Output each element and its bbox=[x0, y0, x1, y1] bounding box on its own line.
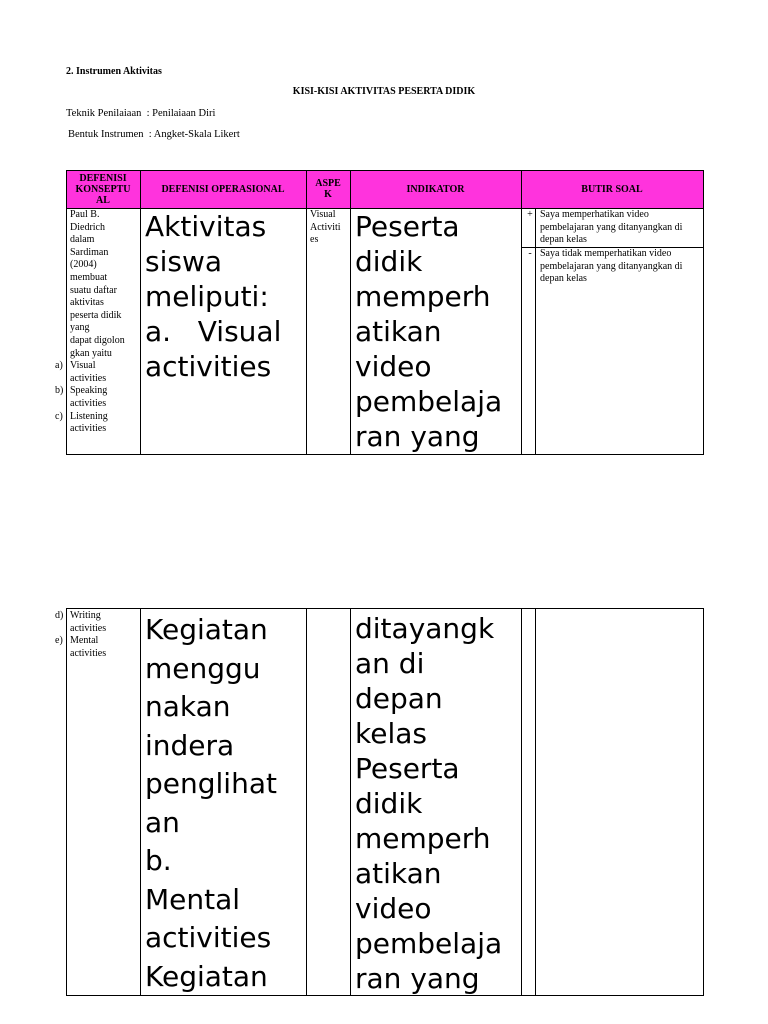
indikator-line: atikan bbox=[355, 315, 442, 348]
list-marker: c) bbox=[55, 410, 63, 422]
indikator-line: Peserta bbox=[355, 210, 460, 243]
teknik-value: : Penilaiaan Diri bbox=[146, 108, 216, 119]
list-item-line: Writing bbox=[70, 610, 101, 621]
konseptual-line: dalam bbox=[70, 234, 95, 246]
indikator-line: pembelaja bbox=[355, 385, 503, 418]
list-item-line: activities bbox=[70, 622, 107, 634]
list-item-line: Mental bbox=[70, 635, 99, 647]
butir-line: Saya memperhatikan video bbox=[540, 209, 649, 220]
list-marker: e) bbox=[55, 635, 63, 647]
operasional-line: b. bbox=[145, 844, 172, 877]
list-item-line: activities bbox=[70, 397, 107, 409]
indikator-line: memperh bbox=[355, 280, 491, 313]
list-marker: a) bbox=[55, 360, 63, 372]
indikator-line: didik bbox=[355, 245, 423, 278]
indikator-line: atikan bbox=[355, 857, 442, 890]
operasional-line: indera bbox=[145, 728, 235, 762]
operasional-line: meliputi: bbox=[145, 280, 269, 313]
konseptual-list-item bbox=[55, 410, 140, 436]
list-item-line: activities bbox=[70, 423, 107, 435]
document-title-text: KISI-KISI AKTIVITAS PESERTA DIDIK bbox=[292, 86, 476, 97]
bentuk-value: : Angket-Skala Likert bbox=[148, 129, 240, 140]
header-indikator: INDIKATOR bbox=[350, 170, 521, 208]
list-item-line: Speaking bbox=[70, 385, 108, 397]
teknik-label: Teknik Penilaiaan bbox=[66, 108, 142, 119]
konseptual-cell-page1 bbox=[55, 209, 140, 436]
butir-line: depan kelas bbox=[540, 273, 587, 285]
header-butir-soal: BUTIR SOAL bbox=[521, 170, 703, 208]
operasional-line: Aktivitas bbox=[145, 210, 267, 243]
header-aspek: ASPE K bbox=[306, 170, 350, 208]
konseptual-line: Paul B. bbox=[70, 209, 100, 220]
konseptual-line: suatu daftar bbox=[70, 284, 117, 296]
header-defenisi-operasional: DEFENISI OPERASIONAL bbox=[140, 170, 306, 208]
teknik-penilaian bbox=[66, 108, 215, 119]
aspek-line: Activiti bbox=[310, 221, 341, 233]
section-title: 2. Instrumen Aktivitas bbox=[66, 66, 162, 77]
operasional-line: a. Visual bbox=[145, 315, 282, 348]
aspek-line: es bbox=[310, 234, 319, 246]
document-title bbox=[0, 86, 768, 97]
operasional-line: siswa bbox=[145, 245, 223, 278]
indikator-line: video bbox=[355, 350, 432, 383]
indikator-line: ran yang bbox=[355, 420, 480, 453]
operasional-line: Mental bbox=[145, 882, 241, 916]
list-item-line: Visual bbox=[70, 360, 96, 372]
konseptual-list-item bbox=[55, 610, 140, 635]
operasional-line: Kegiatan bbox=[145, 613, 268, 646]
indikator-line: ditayangk bbox=[355, 612, 495, 645]
butir-line: Saya tidak memperhatikan video bbox=[540, 248, 672, 259]
operasional-line: activities bbox=[145, 350, 272, 383]
list-item-line: activities bbox=[70, 647, 107, 659]
operasional-line: nakan bbox=[145, 690, 231, 723]
indikator-line: ran yang bbox=[355, 962, 480, 994]
aspek-cell-page1 bbox=[310, 209, 350, 247]
aspek-line: Visual bbox=[310, 209, 336, 220]
indikator-line: memperh bbox=[355, 822, 491, 855]
konseptual-list-item bbox=[55, 385, 140, 410]
header-defenisi-konseptual: DEFENISI KONSEPTU AL bbox=[66, 170, 140, 208]
butir-line: depan kelas bbox=[540, 234, 587, 246]
list-item-line: activities bbox=[70, 372, 107, 384]
indikator-line: pembelaja bbox=[355, 927, 503, 960]
operasional-line: activities bbox=[145, 921, 272, 954]
butir-sign-negative: - bbox=[528, 248, 532, 259]
konseptual-line: membuat bbox=[70, 271, 108, 283]
bentuk-label: Bentuk Instrumen bbox=[68, 129, 144, 140]
konseptual-line: (2004) bbox=[70, 259, 97, 271]
butir-line: pembelajaran yang ditanyangkan di bbox=[540, 221, 683, 233]
indikator-line: didik bbox=[355, 787, 423, 820]
konseptual-line: dapat digolon bbox=[70, 334, 125, 346]
konseptual-cell-page2 bbox=[55, 610, 140, 660]
operasional-cell-page1 bbox=[145, 209, 305, 454]
indikator-line: kelas bbox=[355, 717, 427, 750]
konseptual-line: Sardiman bbox=[70, 246, 109, 258]
butir-line: pembelajaran yang ditanyangkan di bbox=[540, 260, 683, 272]
butir-item-positive bbox=[540, 209, 703, 247]
bentuk-instrumen bbox=[68, 129, 240, 140]
konseptual-line: gkan yaitu bbox=[70, 347, 112, 359]
indikator-line: an di bbox=[355, 647, 425, 680]
konseptual-list-item bbox=[55, 360, 140, 385]
konseptual-line: Diedrich bbox=[70, 221, 105, 233]
konseptual-line: peserta didik bbox=[70, 309, 122, 321]
indikator-line: video bbox=[355, 892, 432, 925]
indikator-line: Peserta bbox=[355, 752, 460, 785]
operasional-line: menggu bbox=[145, 651, 261, 685]
operasional-line: penglihat bbox=[145, 767, 277, 800]
indikator-cell-page1 bbox=[355, 209, 521, 454]
butir-item-negative bbox=[540, 248, 703, 286]
list-marker: b) bbox=[55, 385, 64, 397]
konseptual-line: yang bbox=[70, 322, 90, 334]
list-marker: d) bbox=[55, 610, 64, 621]
operasional-cell-page2 bbox=[145, 611, 305, 994]
konseptual-line: aktivitas bbox=[70, 297, 104, 309]
indikator-cell-page2 bbox=[355, 611, 521, 994]
operasional-line: Kegiatan bbox=[145, 959, 268, 993]
indikator-line: depan bbox=[355, 682, 443, 715]
list-item-line: Listening bbox=[70, 410, 108, 422]
butir-sign-positive: + bbox=[527, 209, 533, 220]
operasional-line: an bbox=[145, 805, 180, 839]
konseptual-list-item bbox=[55, 635, 140, 660]
